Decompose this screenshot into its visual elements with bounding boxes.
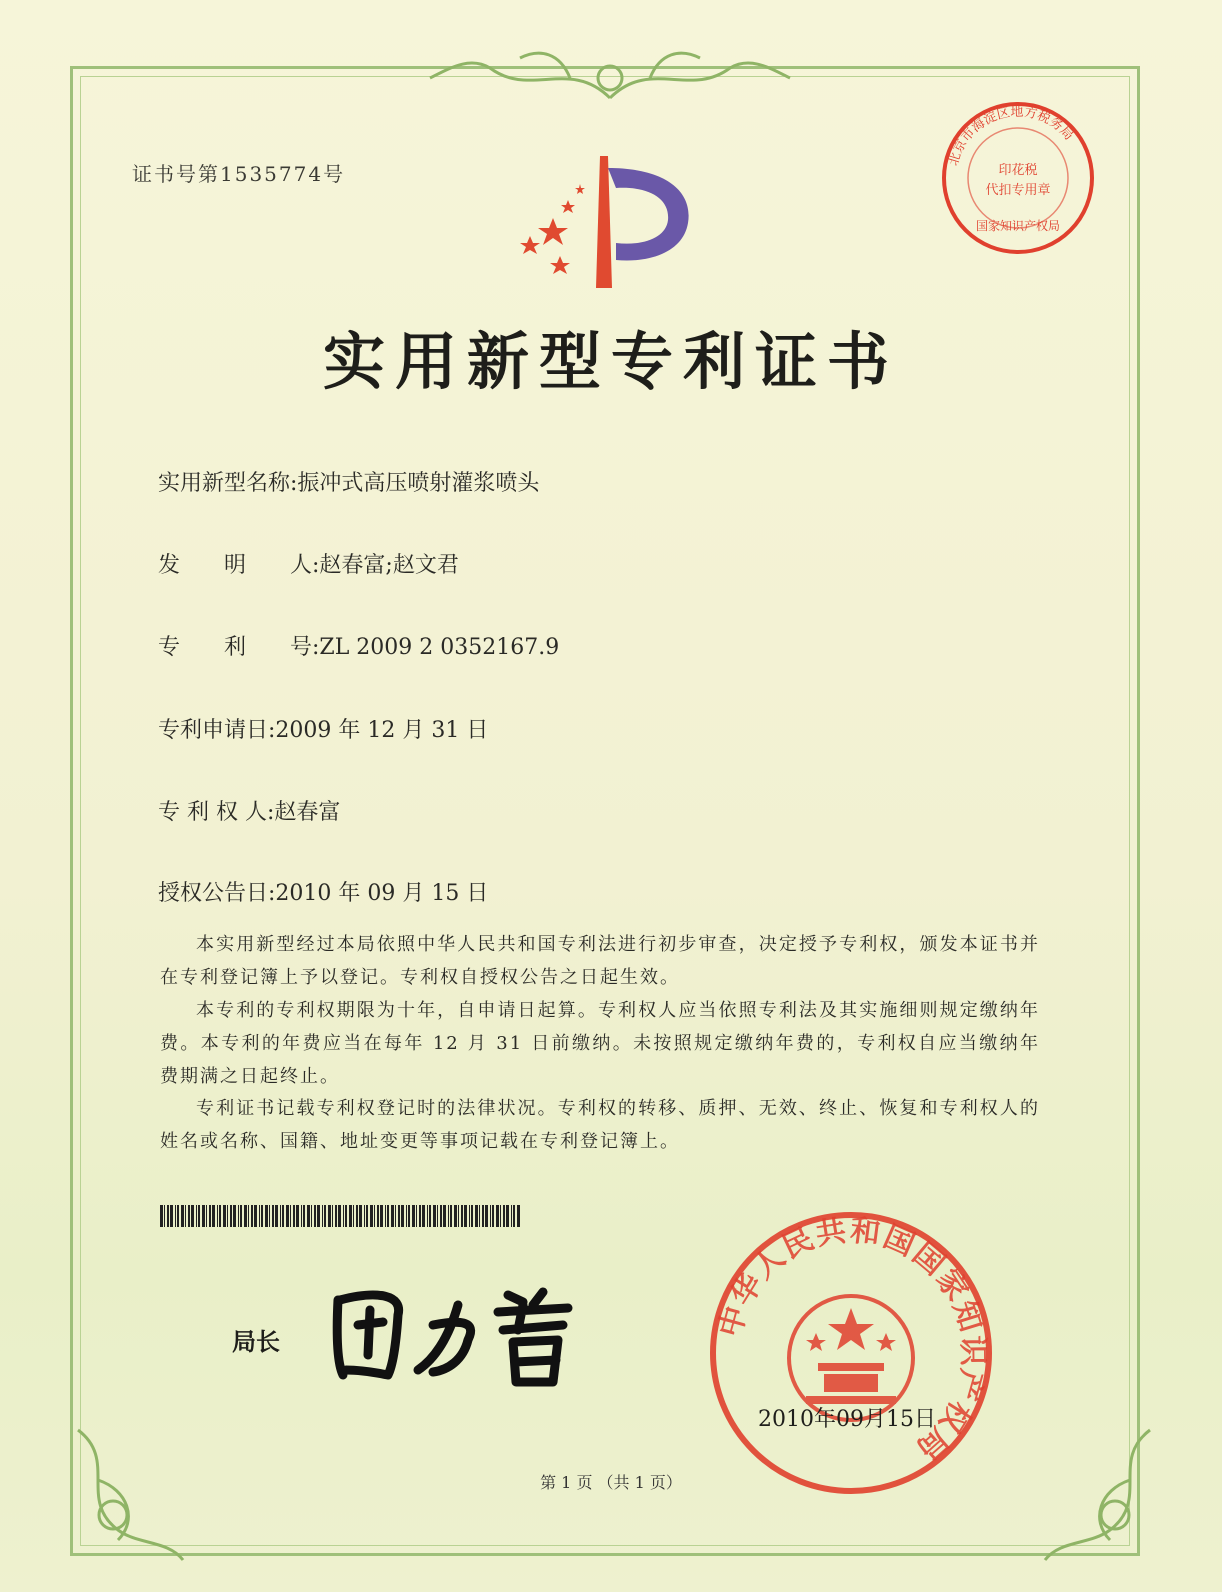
tax-stamp-icon [938,98,1098,258]
tax-stamp-center-line-1: 印花税 [998,163,1038,178]
field-patentee [158,795,340,826]
director-label: 局长 [232,1328,280,1356]
field-label: 专 利 权 人: [158,800,275,825]
state-ip-office-seal-icon [706,1208,996,1498]
field-grant-date [158,876,488,907]
field-value: 振冲式高压喷射灌浆喷头 [297,471,540,496]
bottom-left-ornament-icon [58,1420,188,1570]
field-application-date [158,713,488,744]
body-paragraph-1: 本实用新型经过本局依照中华人民共和国专利法进行初步审查，决定授予专利权，颁发本证书并在专利登记簿上予以登记。专利权自授权公告之日起生效。 [160,934,1040,988]
seal-date: 2010年09月15日 [758,1407,936,1432]
body-paragraph-2: 本专利的专利权期限为十年，自申请日起算。专利权人应当依照专利法及其实施细则规定缴纳年费。本专利的年费应当在每年 12 月 31 日前缴纳。未按照规定缴纳年费的，专利权自应当缴纳年费期满之日起终止。 [160,1000,1040,1087]
tax-stamp-ring-text: 北京市海淀区地方税务局 [946,104,1077,168]
certificate-number: 证书号第1535774号 [132,162,346,186]
bottom-right-ornament-icon [1040,1420,1170,1570]
certificate-title: 实用新型专利证书 [322,325,899,398]
page-footer: 第 1 页 （共 1 页） [540,1473,682,1492]
field-inventor [158,548,459,579]
field-value: 赵春富 [274,800,341,825]
field-label: 发 明 人: [158,553,320,578]
top-ornament-icon [420,38,800,108]
field-label: 实用新型名称: [158,471,298,496]
field-value: 2009 年 12 月 31 日 [275,718,489,743]
field-patent-number [158,630,559,661]
field-value: ZL 2009 2 0352167.9 [319,635,560,660]
tax-stamp-bottom-text: 国家知识产权局 [975,219,1061,233]
field-value: 赵春富;赵文君 [319,553,459,578]
field-utility-model-name [158,466,539,497]
body-paragraph-3: 专利证书记载专利权登记时的法律状况。专利权的转移、质押、无效、终止、恢复和专利权人的姓名或名称、国籍、地址变更等事项记载在专利登记簿上。 [160,1098,1040,1152]
state-seal-ring-text: 中华人民共和国国家知识产权局 [712,1213,991,1468]
field-label: 专利申请日: [158,718,276,743]
director-signature-icon [318,1270,588,1400]
field-value: 2010 年 09 月 15 日 [275,881,489,906]
barcode-icon [160,1205,520,1227]
tax-stamp-center-line-2: 代扣专用章 [985,183,1051,198]
field-label: 授权公告日: [158,881,276,906]
field-label: 专 利 号: [158,635,320,660]
patent-office-logo-icon [508,148,708,308]
